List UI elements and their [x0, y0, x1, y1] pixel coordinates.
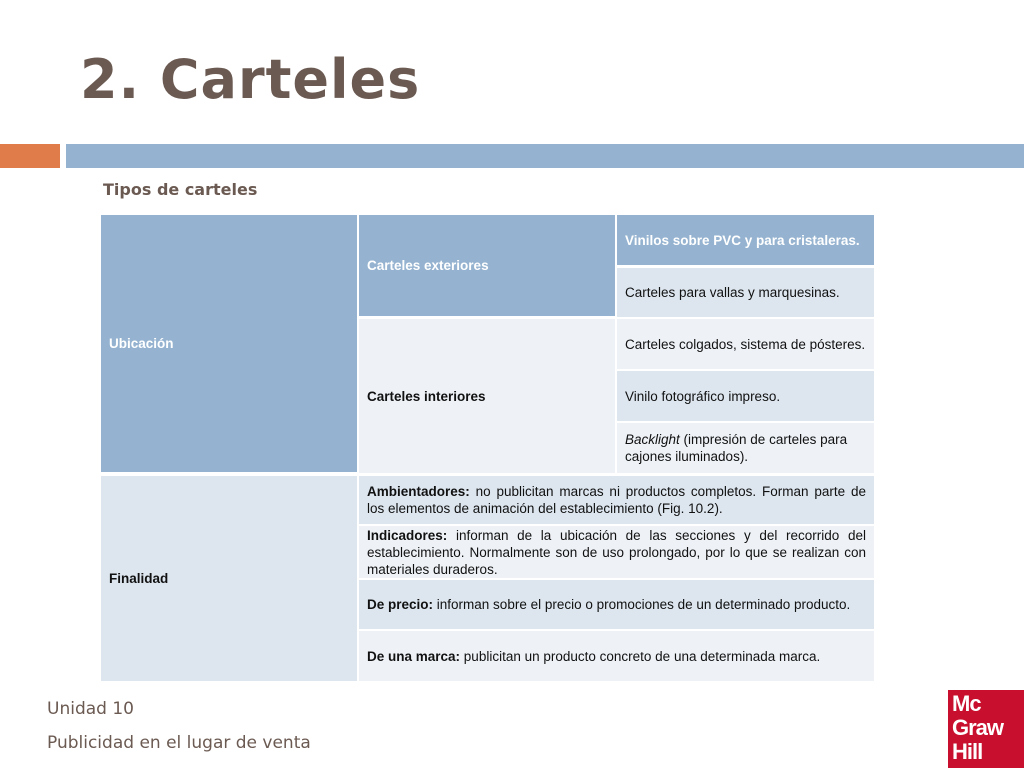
cell-term: Indicadores:: [367, 527, 448, 543]
section-subtitle: Tipos de carteles: [103, 180, 258, 199]
cell-label: Ubicación: [109, 336, 174, 351]
cell-text: Carteles para vallas y marquesinas.: [625, 285, 840, 300]
table-cell-ubicacion: [101, 215, 357, 472]
table-cell-exteriores-item: [617, 215, 874, 265]
table-cell-finalidad-item: [359, 526, 874, 578]
cell-text: [367, 596, 850, 613]
cell-desc: informan sobre el precio o promociones de un determinado producto.: [433, 597, 851, 612]
cell-text: [367, 648, 820, 665]
cell-term: Ambientadores:: [367, 484, 470, 499]
footer-unit: Unidad 10: [47, 699, 134, 719]
cell-label: Carteles interiores: [367, 388, 486, 404]
table-cell-finalidad: [101, 476, 357, 681]
cell-text: [367, 527, 866, 578]
cell-text: [367, 483, 866, 517]
cell-text: Carteles colgados, sistema de pósteres.: [625, 336, 866, 352]
table-cell-exteriores: [359, 215, 615, 316]
logo-line: Graw: [952, 715, 1004, 740]
table-cell-interiores-item: [617, 371, 874, 421]
table-cell-finalidad-item: [359, 580, 874, 629]
cell-rest: (impresión de carteles para cajones iluminados).: [625, 432, 848, 464]
cell-desc: publicitan un producto concreto de una determinada marca.: [460, 648, 821, 664]
cell-desc: no publicitan marcas ni productos completos. Forman parte de los elementos de animación del establecimiento (Fig. 10.2).: [367, 484, 866, 516]
table-cell-finalidad-item: [359, 476, 874, 524]
cell-text: Vinilos sobre PVC y para cristaleras.: [625, 232, 860, 248]
table-cell-finalidad-item: [359, 631, 874, 681]
cell-label: Carteles exteriores: [367, 258, 489, 273]
table-cell-interiores-item: [617, 423, 874, 473]
cell-term: De una marca:: [367, 648, 461, 664]
logo-line: Hill: [952, 739, 983, 764]
cell-text: Vinilo fotográfico impreso.: [625, 388, 781, 404]
table-cell-exteriores-item: [617, 268, 874, 317]
publisher-logo: [948, 690, 1024, 768]
table-cell-interiores-item: [617, 319, 874, 369]
page-title: 2. Carteles: [80, 48, 421, 111]
footer-topic: Publicidad en el lugar de venta: [47, 733, 311, 753]
accent-bar-orange: [0, 144, 60, 168]
cell-label: Finalidad: [109, 571, 169, 586]
cell-emphasis: Backlight: [625, 432, 680, 447]
cell-term: De precio:: [367, 597, 434, 612]
logo-line: Mc: [952, 691, 981, 716]
cell-desc: informan de la ubicación de las secciones y del recorrido del establecimiento. Normalmente son de uso prolongado, por lo que se realizan con materiales duraderos.: [367, 527, 866, 577]
accent-bar-blue: [66, 144, 1024, 168]
cell-text: [625, 431, 866, 465]
table-cell-interiores: [359, 319, 615, 473]
